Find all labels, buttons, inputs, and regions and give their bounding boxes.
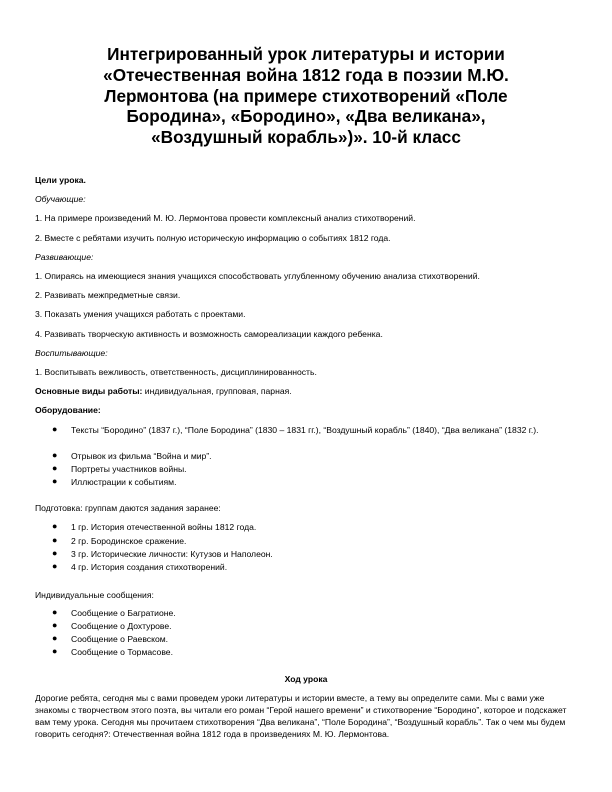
developing-goal-4: 4. Развивать творческую активность и возможность самореализации каждого ребенка.	[35, 329, 383, 339]
work-types-value: индивидуальная, групповая, парная.	[142, 386, 292, 396]
lesson-paragraph: Дорогие ребята, сегодня мы с вами проведем уроки литературы и истории вместе, а тему вы определите сами. Мы с вами уже знакомы с творчеством этого поэта, вы читали его роман “Герой нашего времени” и стихотворение “Бородино”, которое и подскажет вам тему урока. Сегодня мы прочитаем стихотворения “Два великана”, “Поле Бородина”, “Воздушный корабль”. Так о чем мы будем говорить сегодня?: Отечественная война 1812 года в произведениях М. Ю. Лермонтова.	[35, 693, 567, 740]
title-line: Лермонтова (на примере стихотворений «Поле	[104, 85, 508, 106]
bullet-icon: ●	[52, 548, 58, 558]
bullet-icon: ●	[52, 620, 58, 630]
educating-goals-heading: Воспитывающие:	[35, 348, 108, 358]
developing-goal-3: 3. Показать умения учащихся работать с проектами.	[35, 309, 246, 319]
bullet-icon: ●	[52, 646, 58, 656]
individual-heading: Индивидуальные сообщения:	[35, 590, 154, 600]
preparation-item: 4 гр. История создания стихотворений.	[71, 562, 228, 572]
preparation-item: 3 гр. Исторические личности: Кутузов и Наполеон.	[71, 549, 273, 559]
equipment-heading: Оборудование:	[35, 405, 101, 415]
bullet-icon: ●	[52, 535, 58, 545]
developing-goals-heading: Развивающие:	[35, 252, 94, 262]
individual-item: Сообщение о Тормасове.	[71, 647, 173, 657]
bullet-icon: ●	[52, 476, 58, 486]
bullet-icon: ●	[52, 561, 58, 571]
bullet-icon: ●	[52, 424, 58, 434]
bullet-icon: ●	[52, 633, 58, 643]
individual-item: Сообщение о Раевском.	[71, 634, 169, 644]
preparation-item: 2 гр. Бородинское сражение.	[71, 536, 187, 546]
title-line: «Воздушный корабль»)». 10-й класс	[151, 127, 461, 148]
goals-heading: Цели урока.	[35, 175, 86, 185]
equipment-item: Портреты участников войны.	[71, 464, 187, 474]
educating-goal-1: 1. Воспитывать вежливость, ответственность, дисциплинированность.	[35, 367, 317, 377]
developing-goal-1: 1. Опираясь на имеющиеся знания учащихся способствовать углубленному обучению анализа стихотворений.	[35, 271, 480, 281]
equipment-item: Отрывок из фильма “Война и мир”.	[71, 451, 212, 461]
bullet-icon: ●	[52, 450, 58, 460]
bullet-icon: ●	[52, 607, 58, 617]
individual-item: Сообщение о Дохтурове.	[71, 621, 172, 631]
equipment-item: Тексты “Бородино” (1837 г.), “Поле Бородина” (1830 – 1831 гг.), “Воздушный корабль” (1840), “Два великана” (1832 г.).	[71, 425, 539, 435]
teaching-goal-1: 1. На примере произведений М. Ю. Лермонтова провести комплексный анализ стихотворений.	[35, 213, 416, 223]
teaching-goal-2: 2. Вместе с ребятами изучить полную историческую информацию о событиях 1812 года.	[35, 233, 391, 243]
developing-goal-2: 2. Развивать межпредметные связи.	[35, 290, 181, 300]
lesson-heading: Ход урока	[284, 674, 328, 684]
preparation-item: 1 гр. История отечественной войны 1812 года.	[71, 522, 257, 532]
teaching-goals-heading: Обучающие:	[35, 194, 86, 204]
title-line: Бородина», «Бородино», «Два великана»,	[126, 106, 486, 127]
bullet-icon: ●	[52, 521, 58, 531]
title-line: Интегрированный урок литературы и истории	[107, 44, 505, 64]
work-types	[35, 386, 292, 397]
preparation-heading: Подготовка: группам даются задания заранее:	[35, 503, 221, 513]
bullet-icon: ●	[52, 463, 58, 473]
individual-item: Сообщение о Багратионе.	[71, 608, 176, 618]
page-title	[60, 44, 552, 148]
work-types-label: Основные виды работы:	[35, 386, 143, 396]
equipment-item: Иллюстрации к событиям.	[71, 477, 177, 487]
title-line: «Отечественная война 1812 года в поэзии М.Ю.	[103, 64, 509, 85]
